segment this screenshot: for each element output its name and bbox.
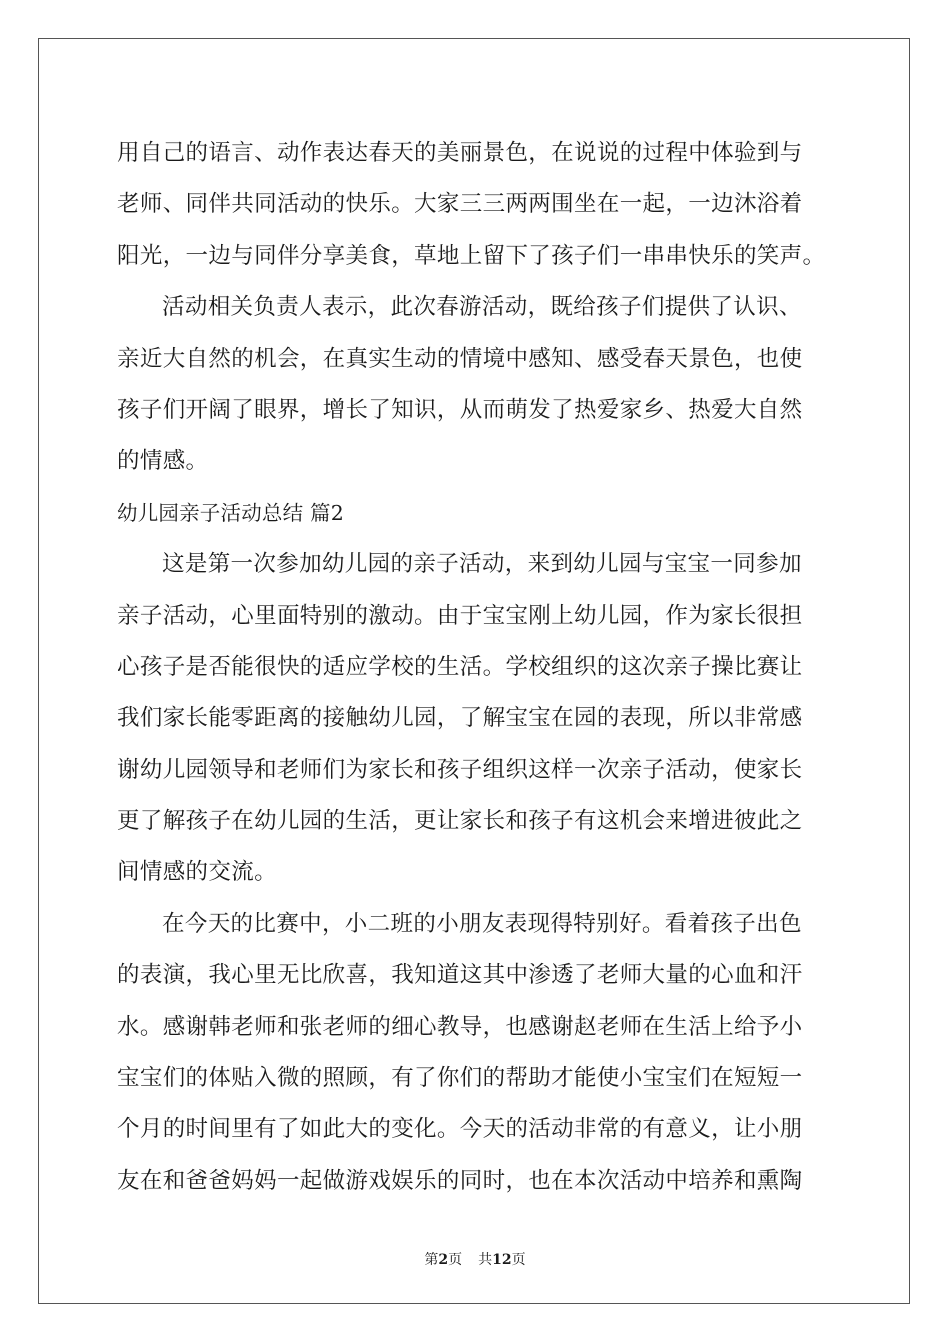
body-line: 我们家长能零距离的接触幼儿园，了解宝宝在园的表现，所以非常感: [117, 705, 803, 732]
section-heading: 幼儿园亲子活动总结 篇2: [117, 500, 344, 525]
body-line: 心孩子是否能很快的适应学校的生活。学校组织的这次亲子操比赛让: [117, 653, 803, 680]
body-line: 更了解孩子在幼儿园的生活，更让家长和孩子有这机会来增进彼此之: [117, 808, 803, 835]
paragraph-first-line: 这是第一次参加幼儿园的亲子活动，来到幼儿园与宝宝一同参加: [162, 551, 802, 578]
body-line: 亲近大自然的机会，在真实生动的情境中感知、感受春天景色，也使: [117, 345, 803, 372]
total-pages-label: 共12页: [478, 1252, 526, 1268]
paragraph-first-line: 在今天的比赛中，小二班的小朋友表现得特别好。看着孩子出色: [162, 910, 802, 937]
body-line: 亲子活动，心里面特别的激动。由于宝宝刚上幼儿园，作为家长很担: [117, 602, 803, 629]
body-line: 宝宝们的体贴入微的照顾，有了你们的帮助才能使小宝宝们在短短一: [117, 1065, 803, 1092]
body-line: 个月的时间里有了如此大的变化。今天的活动非常的有意义，让小朋: [117, 1116, 803, 1143]
body-line: 孩子们开阔了眼界，增长了知识，从而萌发了热爱家乡、热爱大自然: [117, 396, 803, 423]
body-line: 阳光，一边与同伴分享美食，草地上留下了孩子们一串串快乐的笑声。: [117, 242, 826, 269]
body-line: 水。感谢韩老师和张老师的细心教导，也感谢赵老师在生活上给予小: [117, 1013, 803, 1040]
body-line: 的情感。: [117, 448, 209, 475]
body-line: 间情感的交流。: [117, 859, 277, 886]
body-line: 友在和爸爸妈妈一起做游戏娱乐的同时，也在本次活动中培养和熏陶: [117, 1167, 803, 1194]
body-line: 谢幼儿园领导和老师们为家长和孩子组织这样一次亲子活动，使家长: [117, 756, 803, 783]
page-footer: [0, 1249, 950, 1269]
body-line: 用自己的语言、动作表达春天的美丽景色，在说说的过程中体验到与: [117, 140, 803, 166]
current-page-number: 2: [438, 1252, 449, 1268]
body-line: 的表演，我心里无比欣喜，我知道这其中渗透了老师大量的心血和汗: [117, 962, 803, 989]
total-page-count: 12: [492, 1252, 512, 1268]
paragraph-first-line: 活动相关负责人表示，此次春游活动，既给孩子们提供了认识、: [162, 294, 802, 321]
body-line: 老师、同伴共同活动的快乐。大家三三两两围坐在一起，一边沐浴着: [117, 191, 803, 218]
document-body: [117, 128, 835, 1207]
page-number-label: 第2页: [424, 1252, 463, 1268]
